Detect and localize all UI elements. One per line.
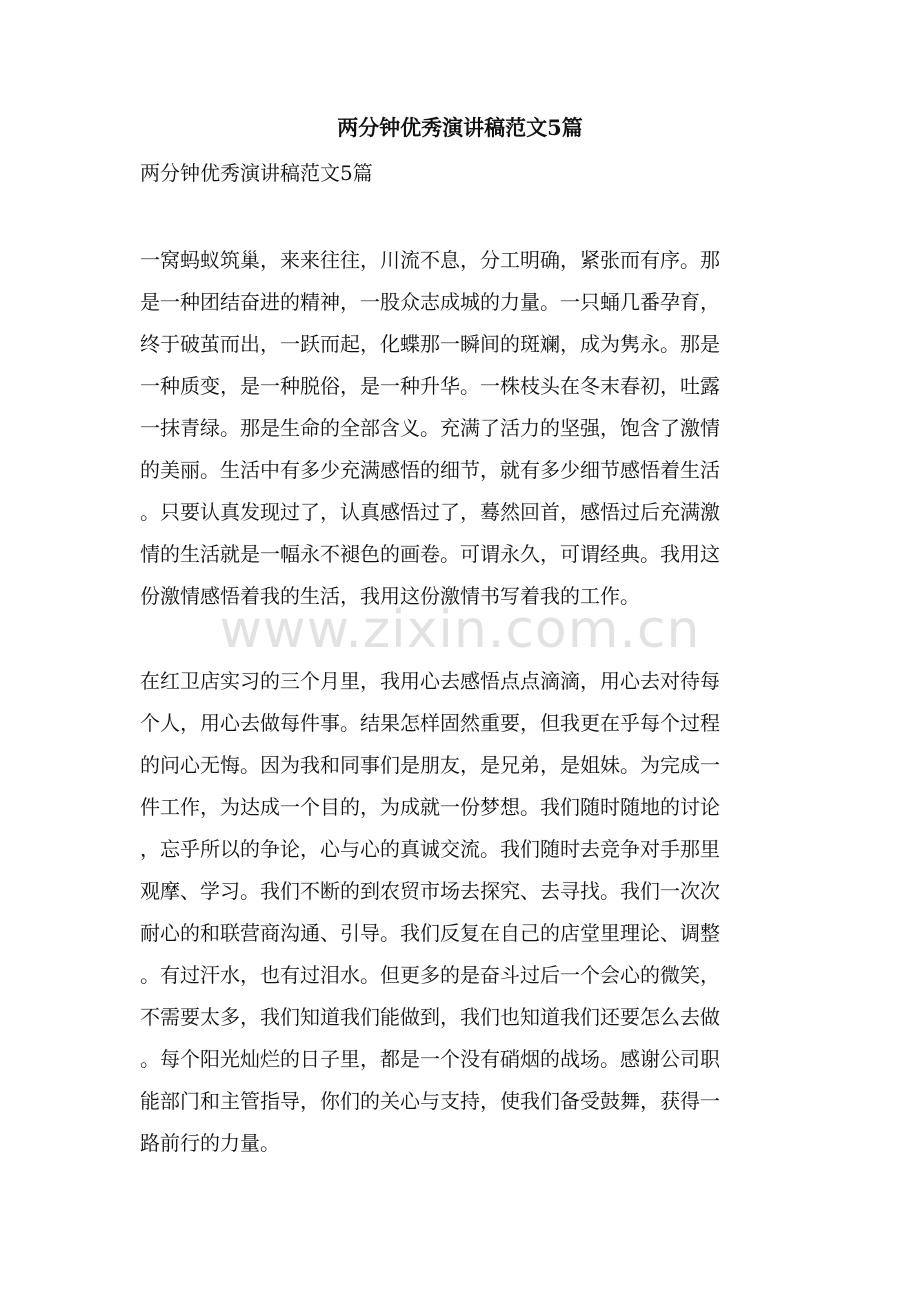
paragraph-line: 一抹青绿。那是生命的全部含义。充满了活力的坚强，饱含了激情 [140,416,720,440]
paragraph-line: ，忘乎所以的争论，心与心的真诚交流。我们随时去竞争对手那里 [140,837,720,861]
paragraph-line: 路前行的力量。 [140,1131,280,1155]
paragraph-line: 在红卫店实习的三个月里，我用心去感悟点点滴滴，用心去对待每 [140,669,720,693]
watermark: www.zixin.com.cn [219,600,701,660]
paragraph-line: 的问心无悔。因为我和同事们是朋友，是兄弟，是姐妹。为完成一 [140,753,720,777]
paragraph-line: 能部门和主管指导，你们的关心与支持，使我们备受鼓舞，获得一 [140,1089,720,1113]
paragraph-line: 一窝蚂蚁筑巢，来来往往，川流不息，分工明确，紧张而有序。那 [140,248,720,272]
paragraph-line: 。只要认真发现过了，认真感悟过了，蓦然回首，感悟过后充满激 [140,500,720,524]
paragraph-1 [140,239,780,617]
paragraph-line: 个人，用心去做每件事。结果怎样固然重要，但我更在乎每个过程 [140,711,720,735]
paragraph-line: 观摩、学习。我们不断的到农贸市场去探究、去寻找。我们一次次 [140,879,720,903]
paragraph-line: 终于破茧而出，一跃而起，化蝶那一瞬间的斑斓，成为隽永。那是 [140,332,720,356]
paragraph-line: 不需要太多，我们知道我们能做到，我们也知道我们还要怎么去做 [140,1005,720,1029]
paragraph-2 [140,660,780,1164]
document-subtitle: 两分钟优秀演讲稿范文5篇 [140,161,373,185]
paragraph-line: 。有过汗水，也有过泪水。但更多的是奋斗过后一个会心的微笑， [140,963,720,987]
paragraph-line: 。每个阳光灿烂的日子里，都是一个没有硝烟的战场。感谢公司职 [140,1047,720,1071]
paragraph-line: 的美丽。生活中有多少充满感悟的细节，就有多少细节感悟着生活 [140,458,720,482]
paragraph-line: 件工作，为达成一个目的，为成就一份梦想。我们随时随地的讨论 [140,795,720,819]
paragraph-line: 情的生活就是一幅永不褪色的画卷。可谓永久，可谓经典。我用这 [140,542,720,566]
paragraph-line: 是一种团结奋进的精神，一股众志成城的力量。一只蛹几番孕育， [140,290,720,314]
paragraph-line: 耐心的和联营商沟通、引导。我们反复在自己的店堂里理论、调整 [140,921,720,945]
page-title: 两分钟优秀演讲稿范文5篇 [337,115,583,140]
paragraph-line: 一种质变，是一种脱俗，是一种升华。一株枝头在冬末春初，吐露 [140,374,720,398]
paragraph-line: 份激情感悟着我的生活，我用这份激情书写着我的工作。 [140,584,640,608]
